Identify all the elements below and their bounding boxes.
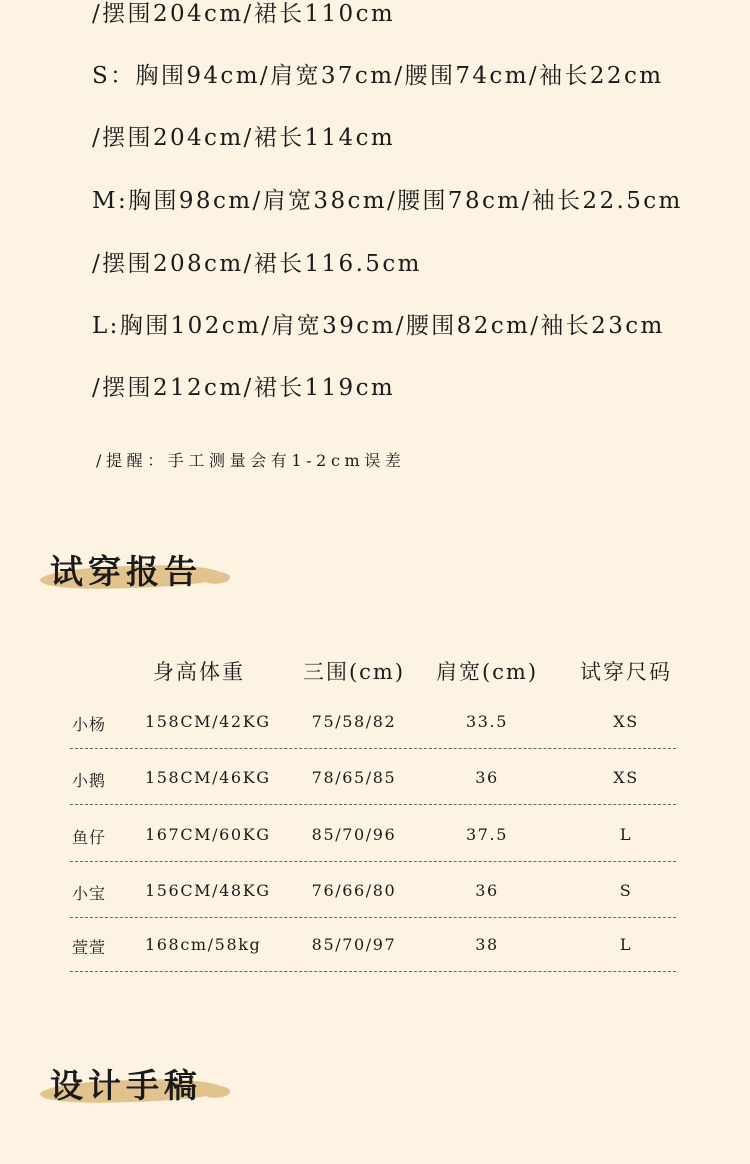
table-header-size: 试穿尺码 bbox=[580, 660, 672, 684]
section-title-design-sketch bbox=[40, 1066, 240, 1122]
cell-size: XS bbox=[613, 712, 639, 731]
table-row bbox=[70, 825, 676, 881]
cell-measurements: 78/65/85 bbox=[311, 768, 397, 787]
cell-name: 小杨 bbox=[72, 715, 107, 734]
table-header-measurements: 三围(cm) bbox=[302, 660, 406, 684]
cell-height-weight: 167CM/60KG bbox=[145, 825, 271, 844]
cell-name: 小宝 bbox=[72, 884, 107, 903]
cell-size: S bbox=[619, 881, 633, 900]
cell-shoulder: 33.5 bbox=[465, 712, 509, 731]
table-row bbox=[70, 712, 676, 768]
table-row bbox=[70, 881, 676, 937]
size-spec-line: /摆围204cm/裙长110cm bbox=[92, 1, 396, 27]
cell-size: XS bbox=[613, 768, 639, 787]
cell-height-weight: 168cm/58kg bbox=[145, 935, 262, 954]
table-header-shoulder: 肩宽(cm) bbox=[435, 660, 539, 684]
section-heading: 设计手稿 bbox=[50, 1066, 202, 1105]
cell-shoulder: 37.5 bbox=[465, 825, 509, 844]
row-divider bbox=[70, 804, 676, 805]
row-divider bbox=[70, 861, 676, 862]
table-row bbox=[70, 935, 676, 991]
cell-size: L bbox=[619, 825, 633, 844]
cell-size: L bbox=[619, 935, 633, 954]
row-divider bbox=[70, 748, 676, 749]
section-heading: 试穿报告 bbox=[50, 552, 202, 591]
cell-name: 小鹅 bbox=[72, 771, 107, 790]
cell-measurements: 75/58/82 bbox=[311, 712, 397, 731]
cell-measurements: 85/70/96 bbox=[311, 825, 397, 844]
cell-shoulder: 38 bbox=[475, 935, 499, 954]
cell-height-weight: 158CM/46KG bbox=[145, 768, 271, 787]
size-spec-line: /摆围208cm/裙长116.5cm bbox=[92, 251, 422, 277]
row-divider bbox=[70, 917, 676, 918]
cell-shoulder: 36 bbox=[475, 768, 499, 787]
table-row bbox=[70, 768, 676, 824]
cell-name: 萱萱 bbox=[72, 938, 107, 957]
size-spec-line: S：胸围94cm/肩宽37cm/腰围74cm/袖长22cm bbox=[92, 63, 664, 89]
cell-height-weight: 158CM/42KG bbox=[145, 712, 271, 731]
cell-measurements: 85/70/97 bbox=[311, 935, 397, 954]
cell-measurements: 76/66/80 bbox=[311, 881, 397, 900]
size-spec-line: /摆围204cm/裙长114cm bbox=[92, 125, 396, 151]
cell-shoulder: 36 bbox=[475, 881, 499, 900]
row-divider bbox=[70, 971, 676, 972]
table-header-height-weight: 身高体重 bbox=[153, 660, 245, 684]
section-title-try-on-report bbox=[40, 552, 240, 608]
measurement-note: /提醒：手工测量会有1-2cm误差 bbox=[96, 451, 406, 470]
cell-height-weight: 156CM/48KG bbox=[145, 881, 271, 900]
size-spec-line: /摆围212cm/裙长119cm bbox=[92, 375, 396, 401]
cell-name: 鱼仔 bbox=[72, 828, 107, 847]
size-spec-line: M:胸围98cm/肩宽38cm/腰围78cm/袖长22.5cm bbox=[92, 188, 683, 214]
size-spec-line: L:胸围102cm/肩宽39cm/腰围82cm/袖长23cm bbox=[92, 313, 665, 339]
